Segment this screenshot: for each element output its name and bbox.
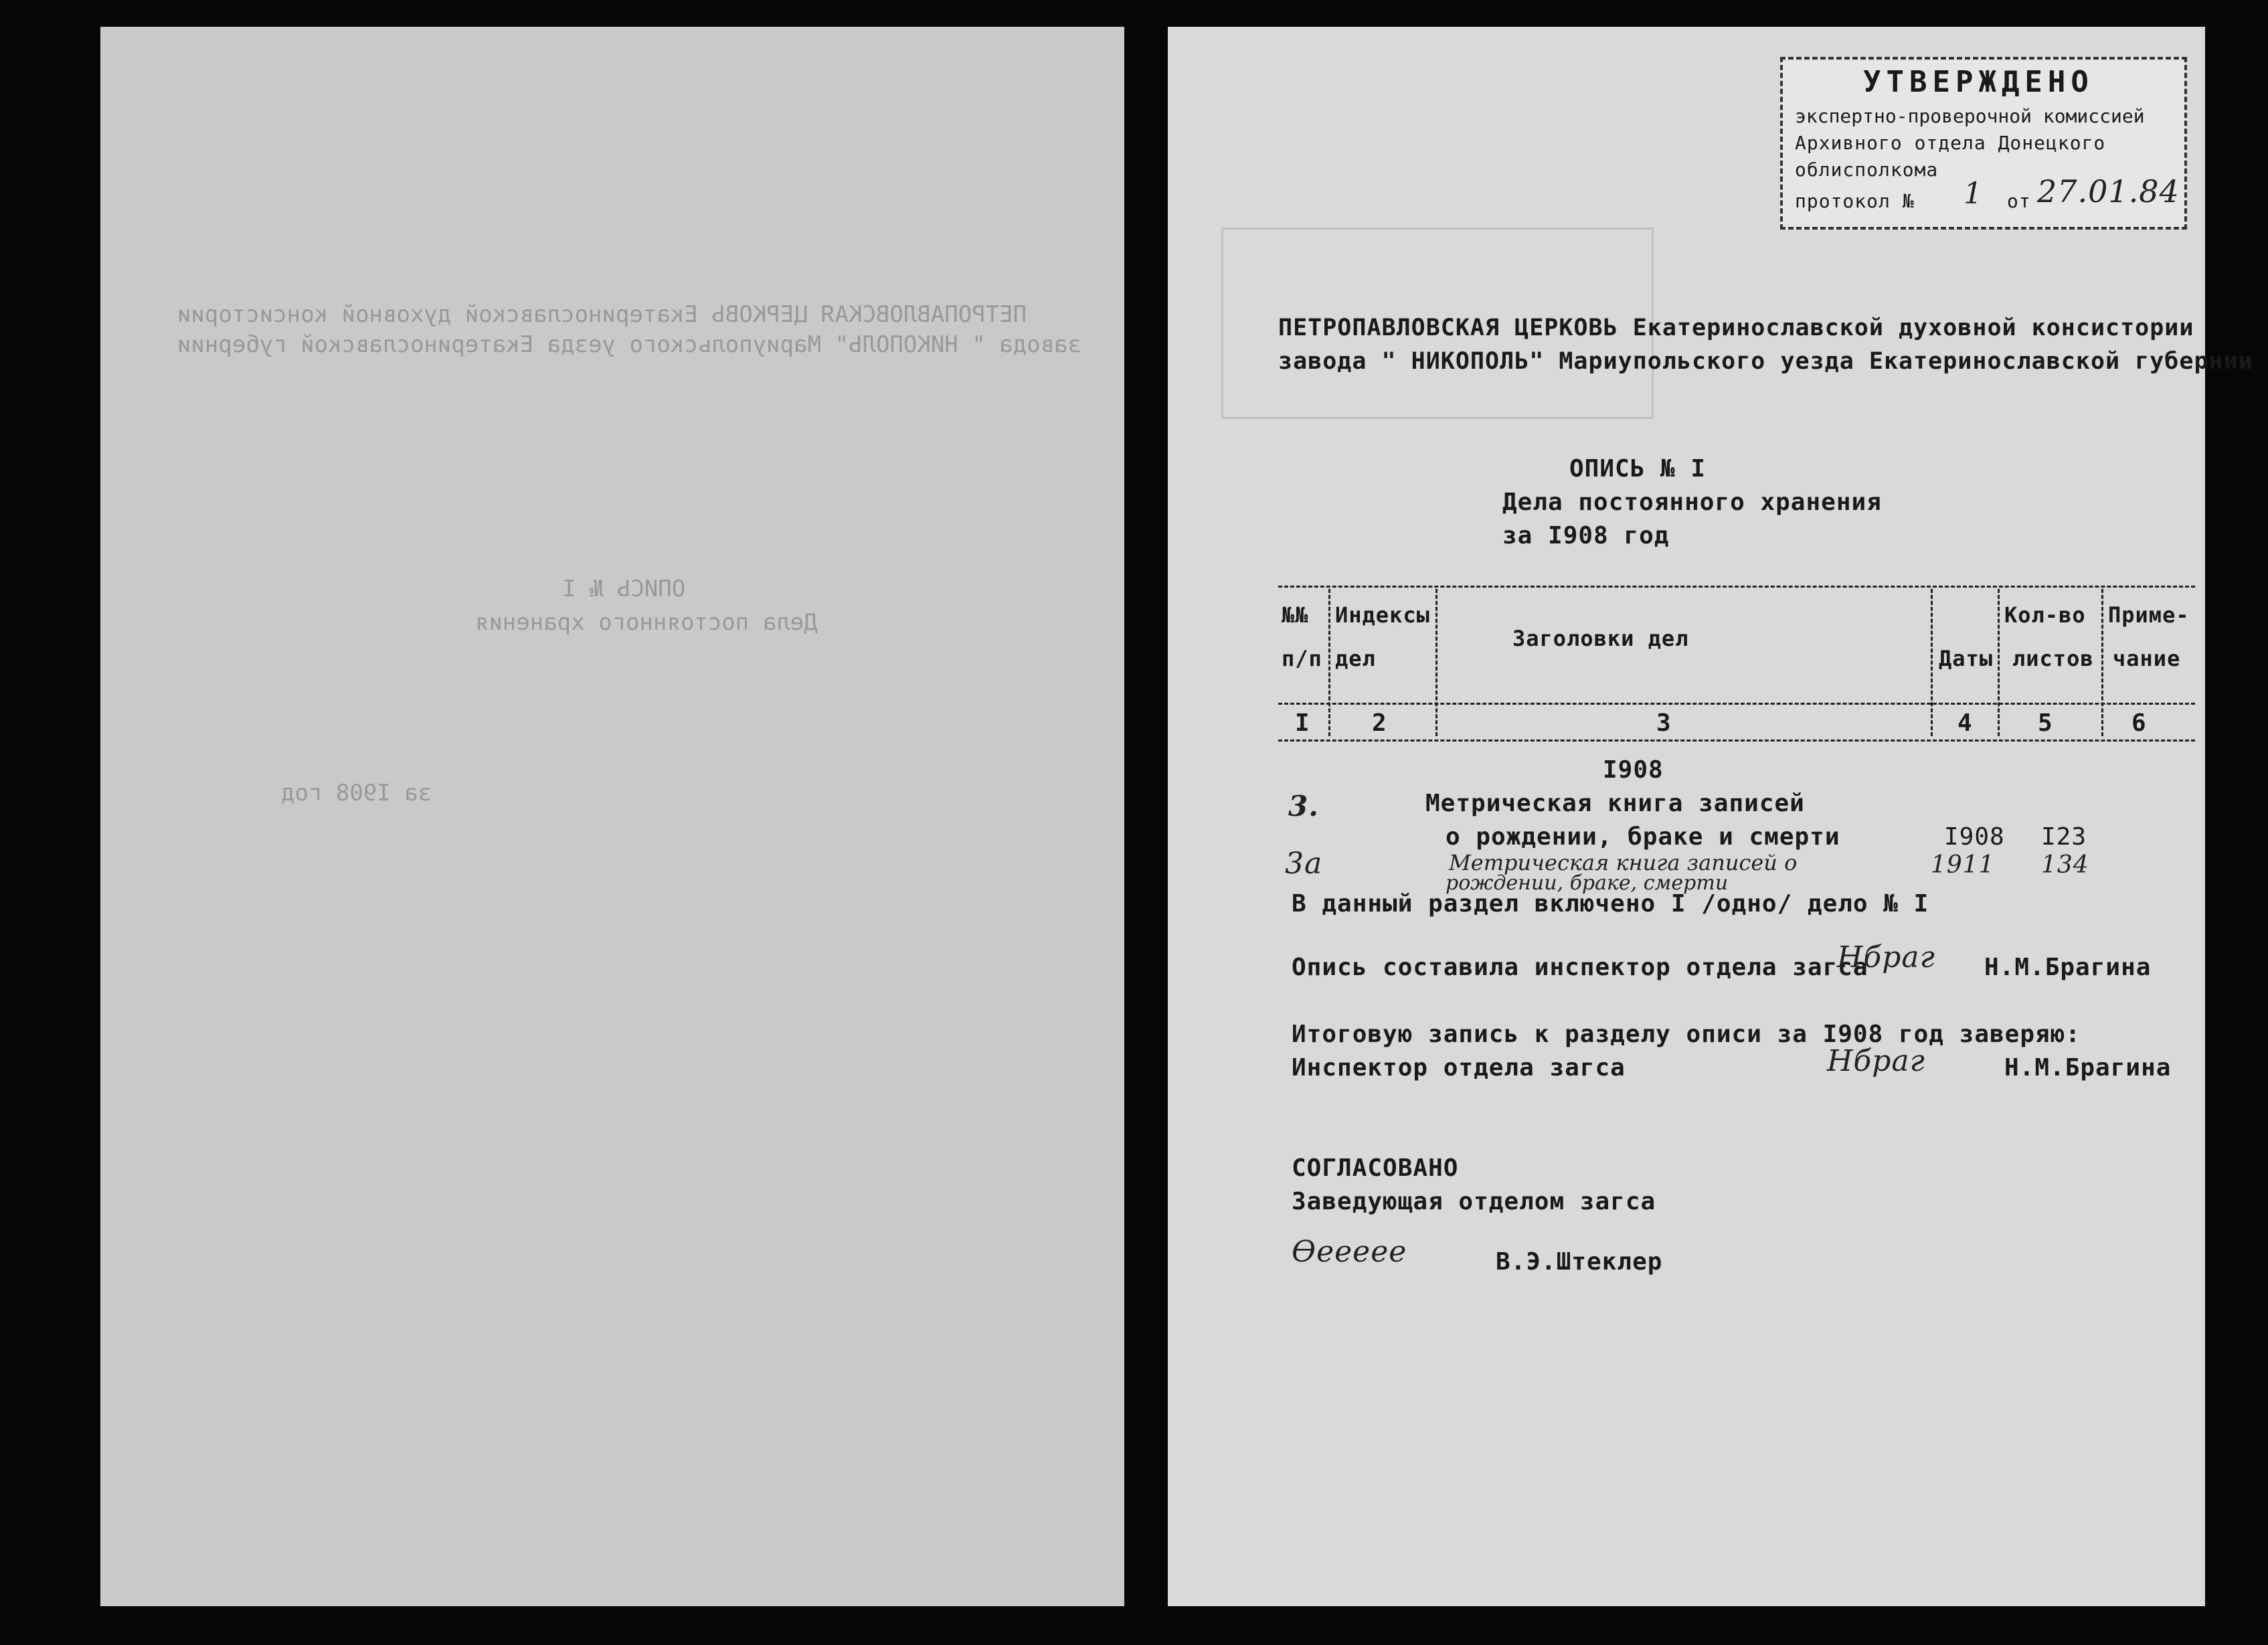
row-1-num: 3. — [1288, 790, 1319, 822]
bleed-through-opis: ОПИСЬ № I — [562, 576, 686, 602]
col-divider-5 — [2101, 589, 2103, 736]
header-notes-top: Приме- — [2108, 602, 2190, 628]
row-2-date: 1911 — [1931, 851, 1995, 879]
agreed-title: СОГЛАСОВАНО — [1292, 1154, 1459, 1182]
bleed-through-header-1: ПЕТРОПАВЛОВСКАЯ ЦЕРКОВЬ Екатеринославской духовной консистории — [177, 301, 1027, 328]
row-1-title-line-1: Метрическая книга записей — [1425, 790, 1805, 817]
compiled-name: Н.М.Брагина — [1984, 954, 2152, 981]
bleed-through-year: за I908 год — [281, 780, 432, 806]
header-index-bottom: дел — [1335, 646, 1376, 671]
col-divider-3 — [1931, 589, 1933, 736]
row-1-title-line-2: о рождении, браке и смерти — [1446, 823, 1840, 851]
right-page — [1168, 27, 2253, 1606]
header-dates: Даты — [1939, 646, 1994, 671]
opis-subtitle: Дела постоянного хранения — [1502, 489, 1882, 516]
column-number-6: 6 — [2131, 709, 2147, 737]
agreed-position: Заведующая отделом загса — [1292, 1188, 1656, 1215]
row-1-date: I908 — [1944, 823, 2005, 851]
col-divider-4 — [1998, 589, 2000, 736]
bleed-through-subtitle: Дела постоянного хранения — [475, 609, 818, 636]
header-index-top: Индексы — [1335, 602, 1430, 628]
stamp-title: УТВЕРЖДЕНО — [1863, 65, 2094, 99]
agreed-signature: Ѳeeeee — [1292, 1235, 1407, 1269]
header-line-2: завода " НИКОПОЛЬ" Мариупольского уезда Екатеринославской губернии — [1278, 348, 2253, 375]
agreed-name: В.Э.Штеклер — [1496, 1248, 1663, 1276]
column-number-5: 5 — [2038, 709, 2053, 737]
opis-year: за I908 год — [1502, 522, 1670, 549]
certify-signature: Нбраг — [1827, 1044, 1925, 1078]
header-line-1: ПЕТРОПАВЛОВСКАЯ ЦЕРКОВЬ Екатеринославской духовной консистории — [1278, 315, 2194, 341]
left-page — [100, 27, 1124, 1606]
stamp-line-2: Архивного отдела Донецкого — [1795, 132, 2106, 154]
row-2-title-line-2: рождении, браке, смерти — [1446, 871, 1729, 895]
stamp-protocol-label: протокол № — [1795, 190, 1915, 212]
column-number-2: 2 — [1372, 709, 1387, 737]
compiled-label: Опись составила инспектор отдела загса — [1292, 954, 1868, 981]
certify-name: Н.М.Брагина — [2004, 1054, 2172, 1081]
header-notes-bottom: чание — [2113, 646, 2181, 671]
opis-title: ОПИСЬ № I — [1569, 455, 1707, 483]
column-number-3: 3 — [1656, 709, 1672, 737]
certify-label: Инспектор отдела загса — [1292, 1054, 1626, 1081]
section-year: I908 — [1603, 756, 1664, 784]
row-2-num: 3а — [1285, 847, 1323, 881]
header-num-bottom: п/п — [1282, 646, 1322, 671]
row-2-sheets: 134 — [2041, 851, 2089, 879]
compiled-signature: Нбраг — [1837, 940, 1935, 974]
header-num-top: №№ — [1282, 602, 1309, 628]
certify-line: Итоговую запись к разделу описи за I908 год заверяю: — [1292, 1021, 2081, 1048]
stamp-protocol-number: 1 — [1964, 177, 1983, 211]
stamp-line-1: экспертно-проверочной комиссией — [1795, 105, 2145, 127]
row-2-title-line-1: Метрическая книга записей о — [1449, 850, 1798, 875]
summary-line: В данный раздел включено I /одно/ дело № I — [1292, 890, 1929, 918]
header-titles: Заголовки дел — [1512, 626, 1689, 651]
column-number-1: I — [1295, 709, 1310, 737]
table-top-rule — [1278, 586, 2195, 588]
stamp-line-3: облисполкома — [1795, 159, 1939, 181]
stamp-date: 27.01.84 — [2037, 173, 2180, 209]
approval-stamp — [1780, 57, 2187, 230]
table-number-rule — [1278, 740, 2195, 742]
row-1-sheets: I23 — [2041, 823, 2087, 851]
col-divider-2 — [1435, 589, 1437, 736]
col-divider-1 — [1328, 589, 1330, 736]
table-header-rule — [1278, 703, 2195, 705]
header-sheets-bottom: листов — [2012, 646, 2094, 671]
header-sheets-top: Кол-во — [2004, 602, 2086, 628]
bleed-through-header-2: завода " НИКОПОЛЬ" Мариупольского уезда Екатеринославской губернии — [177, 331, 1082, 358]
column-number-4: 4 — [1957, 709, 1973, 737]
stamp-date-label: от — [2007, 190, 2031, 212]
